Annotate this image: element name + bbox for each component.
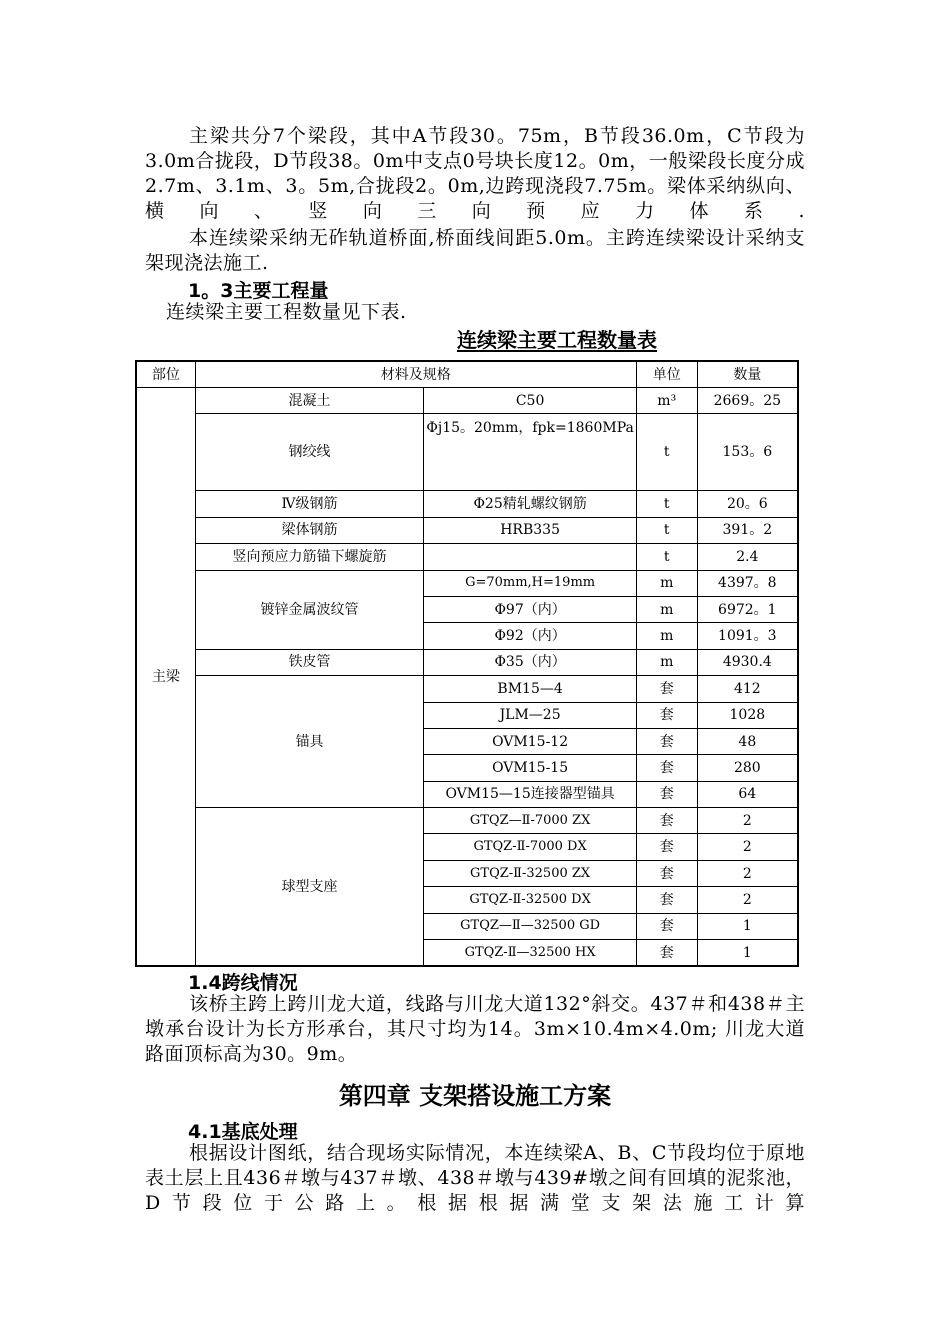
material-qty: 1091。3	[697, 623, 798, 649]
section-1-4-paragraph: 该桥主跨上跨川龙大道，线路与川龙大道132°斜交。437＃和438＃主墩承台设计为长方形承台，其尺寸均为14。3m×10.4m×4.0m; 川龙大道路面顶标高为30。9m。	[145, 993, 805, 1065]
material-unit: m	[636, 649, 697, 675]
material-qty: 2	[697, 808, 798, 834]
material-spec: GTQZ-Ⅱ-7000 DX	[424, 834, 636, 860]
section-1-3-text: 连续梁主要工程数量见下表.	[166, 301, 407, 323]
material-unit: m	[636, 623, 697, 649]
material-name: 镀锌金属波纹管	[195, 570, 424, 649]
material-spec: OVM15—15连接器型锚具	[424, 781, 636, 807]
table-row	[136, 649, 798, 675]
material-name: 球型支座	[195, 808, 424, 967]
material-qty: 153。6	[697, 414, 798, 491]
table-row	[136, 570, 798, 596]
material-spec: G=70mm,H=19mm	[424, 570, 636, 596]
material-spec: GTQZ—Ⅱ—32500 GD	[424, 913, 636, 939]
table-row	[136, 517, 798, 543]
material-qty: 20。6	[697, 491, 798, 517]
header-part: 部位	[136, 361, 195, 388]
intro-paragraph-1: 主梁共分7个梁段，其中A节段30。75m，B节段36.0m，C节段为3.0m合拢段，D节段38。0m中支点0号块长度12。0m，一般梁段长度分成2.7m、3.1m、3。5m,合拢段2。0m,边跨现浇段7.75m。梁体采纳纵向、横向、竖向三向预应力体系.	[145, 125, 805, 222]
material-spec: Φ92（内）	[424, 623, 636, 649]
material-name: 混凝土	[195, 388, 424, 414]
material-spec: BM15—4	[424, 676, 636, 702]
table-caption: 连续梁主要工程数量表	[457, 328, 657, 352]
material-spec: GTQZ—Ⅱ-7000 ZX	[424, 808, 636, 834]
material-spec: GTQZ-Ⅱ-32500 DX	[424, 887, 636, 913]
section-4-1-paragraph: 根据设计图纸，结合现场实际情况，本连续梁A、B、C节段均位于原地表土层上且436＃墩与437＃墩、438＃墩与439#墩之间有回填的泥浆池，D节段位于公路上。根据根据满堂支架法施工计算	[145, 1142, 805, 1214]
table-row	[136, 491, 798, 517]
material-unit: 套	[636, 676, 697, 702]
chapter-title: 第四章 支架搭设施工方案	[338, 1082, 612, 1110]
material-unit: 套	[636, 728, 697, 754]
material-qty: 1028	[697, 702, 798, 728]
material-name: 锚具	[195, 676, 424, 808]
material-qty: 4397。8	[697, 570, 798, 596]
table-row	[136, 676, 798, 702]
material-unit: m	[636, 596, 697, 622]
material-name: 梁体钢筋	[195, 517, 424, 543]
material-name: 竖向预应力筋锚下螺旋筋	[195, 544, 424, 570]
intro-paragraph-2: 本连续梁采纳无砟轨道桥面,桥面线间距5.0m。主跨连续梁设计采纳支架现浇法施工.	[145, 227, 805, 274]
material-spec: JLM—25	[424, 702, 636, 728]
material-spec: Φj15。20mm，fpk=1860MPa	[424, 414, 636, 491]
material-qty: 2.4	[697, 544, 798, 570]
quantity-table	[135, 360, 799, 967]
material-spec	[424, 544, 636, 570]
material-unit: 套	[636, 755, 697, 781]
material-unit: m	[636, 570, 697, 596]
table-row	[136, 808, 798, 834]
material-unit: 套	[636, 887, 697, 913]
material-unit: t	[636, 544, 697, 570]
material-qty: 1	[697, 913, 798, 939]
material-unit: 套	[636, 834, 697, 860]
material-spec: GTQZ-Ⅱ—32500 HX	[424, 940, 636, 967]
section-4-1-heading: 4.1基底处理	[188, 1121, 298, 1143]
material-qty: 48	[697, 728, 798, 754]
material-qty: 2669。25	[697, 388, 798, 414]
material-spec: GTQZ-Ⅱ-32500 ZX	[424, 860, 636, 886]
material-qty: 280	[697, 755, 798, 781]
material-spec: OVM15-15	[424, 755, 636, 781]
section-1-4-heading: 1.4跨线情况	[188, 972, 298, 994]
table-row	[136, 388, 798, 414]
section-1-3-heading: 1。3主要工程量	[188, 280, 329, 302]
material-unit: 套	[636, 781, 697, 807]
material-spec: C50	[424, 388, 636, 414]
material-name: 钢绞线	[195, 414, 424, 491]
material-unit: 套	[636, 940, 697, 967]
material-qty: 4930.4	[697, 649, 798, 675]
material-spec: Φ97（内）	[424, 596, 636, 622]
material-spec: Φ25精轧螺纹钢筋	[424, 491, 636, 517]
material-unit: 套	[636, 808, 697, 834]
material-qty: 6972。1	[697, 596, 798, 622]
material-qty: 1	[697, 940, 798, 967]
material-spec: OVM15-12	[424, 728, 636, 754]
material-unit: m³	[636, 388, 697, 414]
header-material: 材料及规格	[195, 361, 636, 388]
material-unit: 套	[636, 702, 697, 728]
material-name: 铁皮管	[195, 649, 424, 675]
material-qty: 412	[697, 676, 798, 702]
material-name: Ⅳ级钢筋	[195, 491, 424, 517]
table-row	[136, 544, 798, 570]
material-qty: 2	[697, 834, 798, 860]
material-unit: 套	[636, 913, 697, 939]
material-qty: 64	[697, 781, 798, 807]
material-qty: 391。2	[697, 517, 798, 543]
material-qty: 2	[697, 887, 798, 913]
material-unit: t	[636, 414, 697, 491]
material-spec: HRB335	[424, 517, 636, 543]
material-qty: 2	[697, 860, 798, 886]
part-cell: 主梁	[136, 388, 195, 967]
table-row	[136, 414, 798, 491]
material-spec: Φ35（内）	[424, 649, 636, 675]
header-unit: 单位	[636, 361, 697, 388]
material-unit: 套	[636, 860, 697, 886]
material-unit: t	[636, 517, 697, 543]
header-quantity: 数量	[697, 361, 798, 388]
table-header-row	[136, 361, 798, 388]
material-unit: t	[636, 491, 697, 517]
